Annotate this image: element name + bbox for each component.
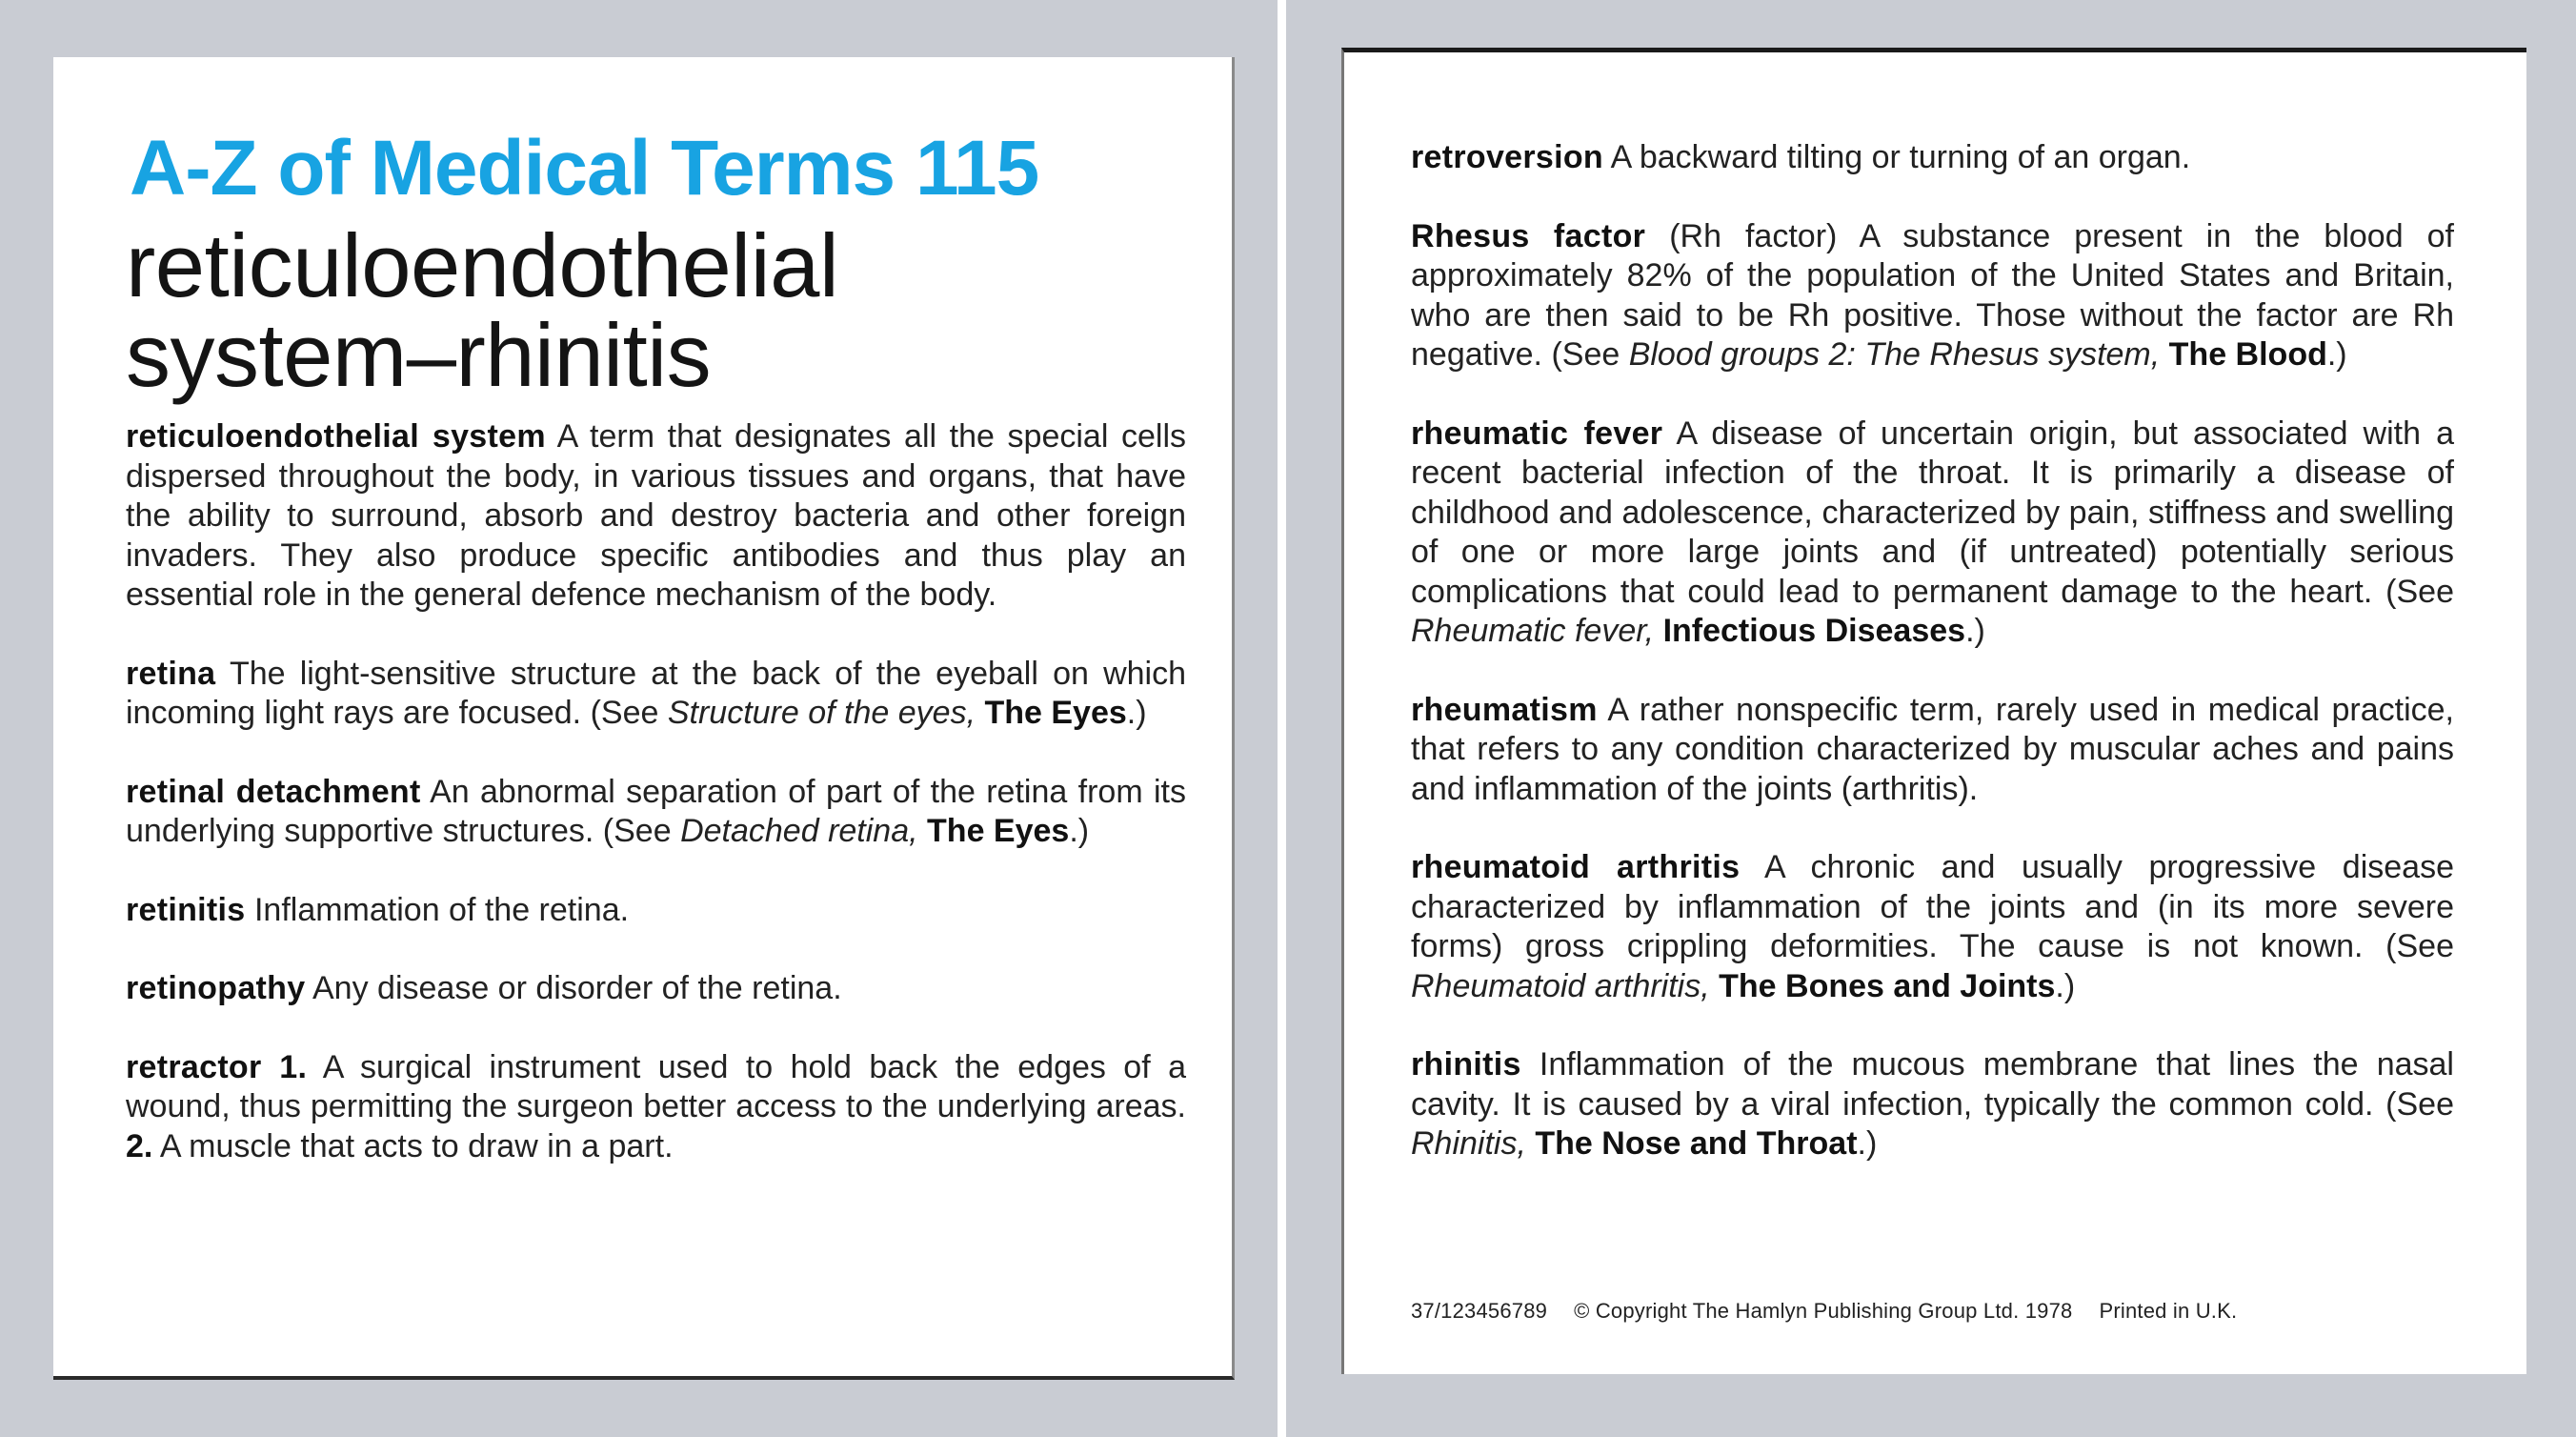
entry-rheumatism: [1411, 691, 2454, 810]
range-title: [126, 215, 1186, 405]
entry-close: .): [1126, 695, 1147, 731]
entry-close: .): [2326, 336, 2347, 373]
entry-ref-bold: The Eyes: [984, 695, 1127, 731]
entry-term: rheumatoid arthritis: [1411, 849, 1741, 885]
entry-rheumatic-fever: [1411, 415, 2454, 652]
card-back: [1341, 48, 2526, 1374]
entry-reticuloendothelial-system: [126, 417, 1186, 616]
entry-ref-bold: Infectious Diseases: [1662, 613, 1966, 649]
entry-term: reticuloendothelial system: [126, 418, 546, 455]
entry-ref-bold: The Blood: [2168, 336, 2327, 373]
catalog-code: 37/123456789: [1411, 1299, 1548, 1323]
entry-retinal-detachment: [126, 773, 1186, 852]
printed-in: Printed in U.K.: [2099, 1299, 2238, 1323]
entry-ref-bold: The Eyes: [927, 813, 1070, 849]
entry-term: retinitis: [126, 891, 246, 928]
entry-term: retinopathy: [126, 970, 306, 1006]
entry-retina: [126, 655, 1186, 734]
entry-text-2: A muscle that acts to draw in a part.: [152, 1127, 674, 1164]
entry-text: A rather nonspecific term, rarely used in medical practice, that refers to any condition characterized by muscular aches and pains and inflammation of the joints (arthritis).: [1411, 691, 2454, 807]
entry-number: 2.: [126, 1127, 153, 1164]
entry-ref-bold: The Nose and Throat: [1535, 1125, 1858, 1162]
entry-text: The light-sensitive structure at the back of the eyeball on which incoming light rays are focused. (See: [126, 655, 1186, 731]
entry-ref-italic: Rhinitis,: [1411, 1125, 1526, 1162]
entry-text: A term that designates all the special cells dispersed throughout the body, in various tissues and organs, that have the ability to surround, absorb and destroy bacteria and other foreign invaders. They also produce specific antibodies and thus play an essential role in the general defence mechanism of the body.: [126, 418, 1187, 613]
range-title-line1: reticuloendothelial: [126, 215, 839, 315]
entry-ref-italic: Detached retina,: [680, 813, 918, 849]
entry-ref-italic: Rheumatic fever,: [1411, 613, 1655, 649]
entry-term: rhinitis: [1411, 1046, 1521, 1083]
entry-text: A disease of uncertain origin, but associated with a recent bacterial infection of the throat. It is primarily a disease of childhood and adolescence, characterized by pain, stiffness and swelling of one or more large joints and (if untreated) potentially serious complications that could lead to permanent damage to the heart. (See: [1411, 415, 2454, 610]
entry-text: A chronic and usually progressive disease characterized by inflammation of the joints and (in its more severe forms) gross crippling deformities. The cause is not known. (See: [1411, 849, 2454, 964]
entry-term: rheumatic fever: [1411, 415, 1663, 452]
entry-term: retroversion: [1411, 139, 1604, 175]
card-front: [53, 57, 1235, 1380]
entry-term: retractor 1.: [126, 1048, 308, 1085]
entry-rheumatoid-arthritis: [1411, 848, 2454, 1006]
entry-retinopathy: [126, 969, 1186, 1009]
entry-retinitis: [126, 891, 1186, 931]
entry-text: A backward tilting or turning of an organ.: [1603, 139, 2191, 175]
entry-text: (Rh factor) A substance present in the blood of approximately 82% of the population of the United States and Britain, who are then said to be Rh positive. Those without the factor are Rh negative. (See: [1411, 217, 2454, 373]
entry-text: Any disease or disorder of the retina.: [305, 970, 842, 1006]
entry-text: A surgical instrument used to hold back the edges of a wound, thus permitting the surgeon better access to the underlying areas.: [126, 1048, 1186, 1124]
entry-term: retina: [126, 655, 216, 692]
entry-term: rheumatism: [1411, 691, 1598, 728]
entry-rhesus-factor: [1411, 217, 2454, 375]
copyright-footer: [1411, 1299, 2264, 1324]
entry-text: Inflammation of the mucous membrane that lines the nasal cavity. It is caused by a viral infection, typically the common cold. (See: [1411, 1046, 2454, 1123]
entry-term: retinal detachment: [126, 773, 421, 810]
entry-term: Rhesus factor: [1411, 217, 1646, 254]
entry-text: An abnormal separation of part of the retina from its underlying supportive structures. (See: [126, 773, 1186, 849]
entry-retroversion: [1411, 138, 2454, 178]
entry-ref-italic: Rheumatoid arthritis,: [1411, 967, 1710, 1004]
entry-retractor: [126, 1048, 1186, 1167]
entry-ref-bold: The Bones and Joints: [1719, 967, 2056, 1004]
entry-ref-italic: Blood groups 2: The Rhesus system,: [1628, 336, 2161, 373]
entry-close: .): [1069, 813, 1090, 849]
entry-close: .): [2055, 967, 2076, 1004]
entry-close: .): [1857, 1125, 1878, 1162]
entry-rhinitis: [1411, 1045, 2454, 1164]
copyright-notice: © Copyright The Hamlyn Publishing Group Ltd. 1978: [1574, 1299, 2073, 1323]
entry-close: .): [1965, 613, 1985, 649]
series-title: A-Z of Medical Terms 115: [130, 125, 1039, 212]
entry-ref-italic: Structure of the eyes,: [667, 695, 976, 731]
entry-text: Inflammation of the retina.: [245, 891, 630, 928]
range-title-line2: system–rhinitis: [126, 305, 712, 405]
